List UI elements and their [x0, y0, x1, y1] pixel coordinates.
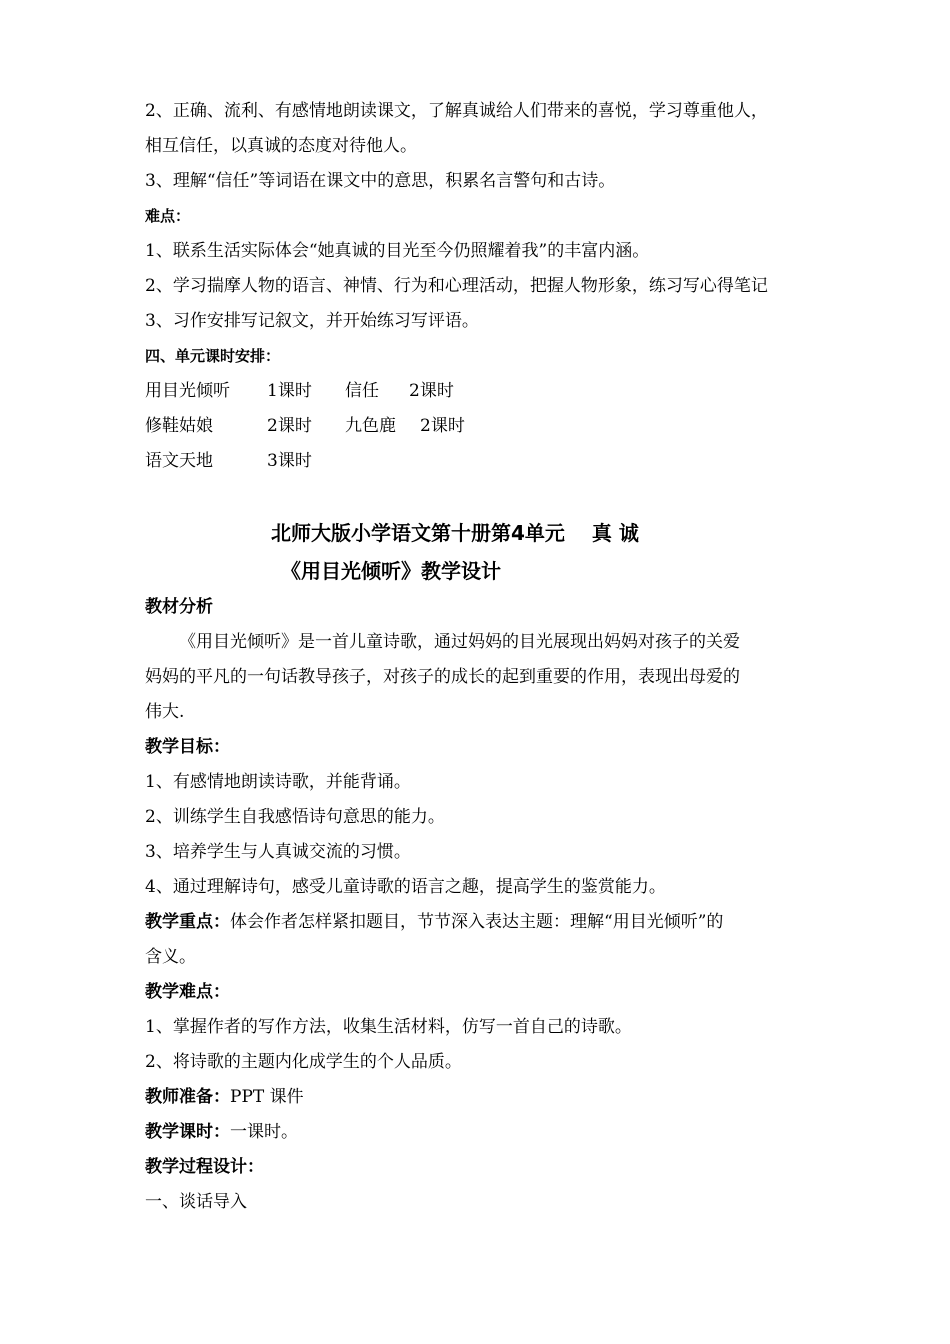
analysis-heading: 教材分析 [145, 597, 213, 617]
objective-item-2: 2、训练学生自我感悟诗句意思的能力。 [145, 807, 445, 827]
teaching-hours-text: 一课时。 [230, 1122, 298, 1142]
objective-item-4: 4、通过理解诗句，感受儿童诗歌的语言之趣，提高学生的鉴赏能力。 [145, 877, 666, 897]
schedule-lesson: 用目光倾听 [145, 381, 230, 401]
teaching-difficulty-heading: 教学难点： [145, 982, 230, 1002]
key-point-text: 体会作者怎样紧扣题目，节节深入表达主题：理解“用目光倾听”的 [230, 912, 724, 932]
document-title: 北师大版小学语文第十册第4单元 真 诚 [271, 521, 639, 545]
schedule-lesson: 九色鹿 [345, 416, 396, 436]
document-page [145, 94, 810, 1220]
schedule-heading: 四、单元课时安排： [145, 347, 281, 365]
process-heading: 教学过程设计： [145, 1157, 264, 1177]
teaching-hours-label: 教学课时： [145, 1122, 230, 1142]
goal-2-line-1: 2、正确、流利、有感情地朗读课文，了解真诚给人们带来的喜悦，学习尊重他人， [145, 101, 768, 121]
objectives-heading: 教学目标： [145, 737, 230, 757]
teacher-prep [145, 1080, 810, 1115]
schedule-lesson: 信任 [345, 381, 379, 401]
difficulty-item-2: 2、学习揣摩人物的语言、神情、行为和心理活动，把握人物形象，练习写心得笔记 [145, 276, 768, 296]
objective-item-3: 3、培养学生与人真诚交流的习惯。 [145, 842, 411, 862]
schedule-lesson: 修鞋姑娘 [145, 416, 213, 436]
key-point [145, 905, 810, 940]
key-point-label: 教学重点： [145, 912, 230, 932]
difficulty-item-3: 3、习作安排写记叙文，并开始练习写评语。 [145, 311, 479, 331]
goal-2-line-2: 相互信任，以真诚的态度对待他人。 [145, 136, 417, 156]
teaching-difficulty-item-2: 2、将诗歌的主题内化成学生的个人品质。 [145, 1052, 462, 1072]
difficulty-item-1: 1、联系生活实际体会“她真诚的目光至今仍照耀着我”的丰富内涵。 [145, 241, 650, 261]
analysis-line-3: 伟大. [145, 702, 185, 722]
teacher-prep-text: PPT 课件 [230, 1087, 304, 1107]
teaching-hours [145, 1115, 810, 1150]
schedule-lesson: 语文天地 [145, 451, 213, 471]
spacer [145, 479, 810, 514]
document-subtitle: 《用目光倾听》教学设计 [281, 559, 501, 583]
schedule-hours: 2课时 [420, 416, 465, 436]
schedule-hours: 2课时 [409, 381, 454, 401]
schedule-hours: 3课时 [267, 451, 312, 471]
schedule-row [145, 444, 810, 479]
schedule-row [145, 409, 810, 444]
process-step-1: 一、谈话导入 [145, 1192, 247, 1212]
analysis-line-1: 《用目光倾听》是一首儿童诗歌，通过妈妈的目光展现出妈妈对孩子的关爱 [179, 632, 740, 652]
difficulty-heading: 难点： [145, 207, 191, 225]
teaching-difficulty-item-1: 1、掌握作者的写作方法，收集生活材料，仿写一首自己的诗歌。 [145, 1017, 632, 1037]
analysis-line-2: 妈妈的平凡的一句话教导孩子，对孩子的成长的起到重要的作用，表现出母爱的 [145, 667, 740, 687]
schedule-row [145, 374, 810, 409]
objective-item-1: 1、有感情地朗读诗歌，并能背诵。 [145, 772, 411, 792]
schedule-hours: 1课时 [267, 381, 312, 401]
schedule-hours: 2课时 [267, 416, 312, 436]
teacher-prep-label: 教师准备： [145, 1087, 230, 1107]
goal-3: 3、理解“信任”等词语在课文中的意思，积累名言警句和古诗。 [145, 171, 616, 191]
key-point-cont: 含义。 [145, 947, 196, 967]
